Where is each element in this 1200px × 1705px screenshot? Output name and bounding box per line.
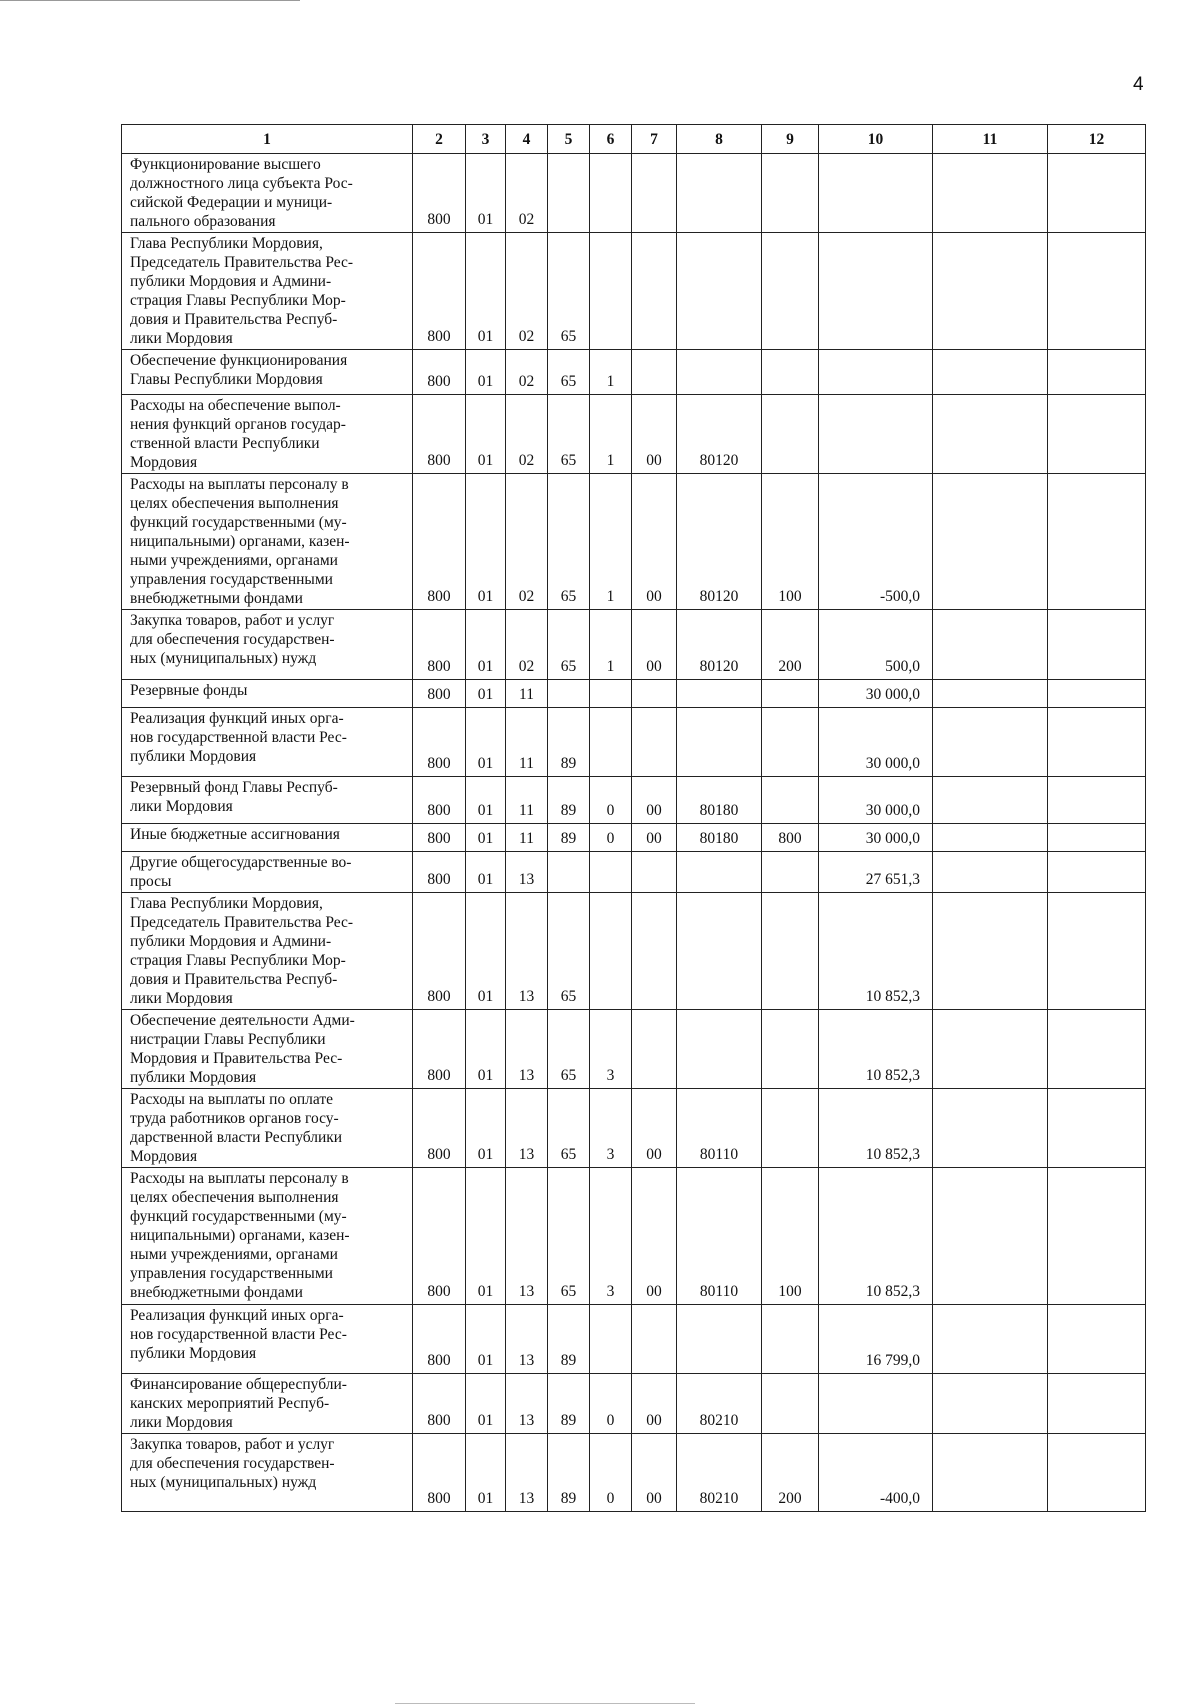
cell-col-7: 00	[632, 1168, 677, 1305]
cell-col-5: 89	[548, 708, 590, 777]
cell-col-2: 800	[413, 1434, 466, 1512]
cell-col-10: 27 651,3	[819, 852, 933, 893]
cell-col-11	[933, 350, 1048, 395]
cell-col-9: 800	[762, 824, 819, 852]
table-row	[122, 350, 1146, 395]
cell-col-2: 800	[413, 1305, 466, 1374]
cell-col-6: 1	[590, 395, 632, 474]
cell-col-3: 01	[466, 474, 506, 610]
cell-col-9	[762, 680, 819, 708]
cell-col-5: 65	[548, 1168, 590, 1305]
cell-col-6	[590, 680, 632, 708]
cell-col-12	[1048, 1168, 1146, 1305]
cell-col-7	[632, 1010, 677, 1089]
cell-col-4: 02	[506, 610, 548, 680]
cell-col-12	[1048, 233, 1146, 350]
cell-col-2: 800	[413, 824, 466, 852]
row-item-name: Резервные фонды	[122, 680, 413, 708]
cell-col-2: 800	[413, 852, 466, 893]
cell-col-12	[1048, 893, 1146, 1010]
cell-col-10: 30 000,0	[819, 680, 933, 708]
cell-col-4: 11	[506, 824, 548, 852]
cell-col-4: 13	[506, 1010, 548, 1089]
table-row	[122, 610, 1146, 680]
row-item-name: Реализация функций иных орга- нов государственной власти Рес- публики Мордовия	[122, 1305, 413, 1374]
cell-col-8: 80120	[677, 474, 762, 610]
cell-col-9	[762, 1089, 819, 1168]
cell-col-5: 89	[548, 777, 590, 824]
cell-col-5: 65	[548, 1089, 590, 1168]
cell-col-6: 3	[590, 1010, 632, 1089]
cell-col-5	[548, 680, 590, 708]
cell-col-2: 800	[413, 1374, 466, 1434]
table-row	[122, 233, 1146, 350]
cell-col-9	[762, 154, 819, 233]
column-header: 3	[466, 125, 506, 154]
cell-col-3: 01	[466, 395, 506, 474]
cell-col-6: 1	[590, 474, 632, 610]
cell-col-5: 65	[548, 350, 590, 395]
row-item-name: Расходы на обеспечение выпол- нения функций органов государ- ственной власти Республики Мордовия	[122, 395, 413, 474]
cell-col-5: 65	[548, 233, 590, 350]
row-item-name: Реализация функций иных орга- нов государственной власти Рес- публики Мордовия	[122, 708, 413, 777]
cell-col-4: 02	[506, 474, 548, 610]
table-row	[122, 680, 1146, 708]
cell-col-2: 800	[413, 233, 466, 350]
cell-col-8: 80180	[677, 824, 762, 852]
cell-col-12	[1048, 395, 1146, 474]
cell-col-8	[677, 852, 762, 893]
cell-col-9	[762, 1305, 819, 1374]
cell-col-8	[677, 893, 762, 1010]
cell-col-10: -500,0	[819, 474, 933, 610]
cell-col-12	[1048, 1374, 1146, 1434]
table-body	[122, 154, 1146, 1512]
cell-col-5	[548, 154, 590, 233]
scan-artifact-bottom	[395, 1703, 695, 1704]
cell-col-5: 89	[548, 1374, 590, 1434]
cell-col-7	[632, 893, 677, 1010]
cell-col-3: 01	[466, 777, 506, 824]
cell-col-10: 30 000,0	[819, 824, 933, 852]
cell-col-12	[1048, 350, 1146, 395]
cell-col-4: 13	[506, 1089, 548, 1168]
cell-col-11	[933, 1434, 1048, 1512]
row-item-name: Расходы на выплаты по оплате труда работников органов госу- дарственной власти Республики Мордовия	[122, 1089, 413, 1168]
cell-col-11	[933, 154, 1048, 233]
cell-col-4: 13	[506, 1168, 548, 1305]
cell-col-10: 10 852,3	[819, 1089, 933, 1168]
cell-col-7: 00	[632, 1434, 677, 1512]
cell-col-11	[933, 893, 1048, 1010]
cell-col-8	[677, 154, 762, 233]
cell-col-7: 00	[632, 474, 677, 610]
cell-col-12	[1048, 154, 1146, 233]
row-item-name: Расходы на выплаты персоналу в целях обеспечения выполнения функций государственными (му- ниципальными) органами, казен- ными учреждениями, органами управления государственными внебюджетными фондами	[122, 474, 413, 610]
cell-col-11	[933, 680, 1048, 708]
cell-col-2: 800	[413, 1168, 466, 1305]
table-row	[122, 1305, 1146, 1374]
cell-col-5: 65	[548, 893, 590, 1010]
cell-col-11	[933, 1305, 1048, 1374]
cell-col-7	[632, 350, 677, 395]
scan-artifact-top	[0, 0, 300, 1]
table-row	[122, 154, 1146, 233]
cell-col-8: 80120	[677, 395, 762, 474]
cell-col-2: 800	[413, 474, 466, 610]
cell-col-9	[762, 777, 819, 824]
cell-col-10: 10 852,3	[819, 1168, 933, 1305]
cell-col-12	[1048, 777, 1146, 824]
cell-col-3: 01	[466, 350, 506, 395]
cell-col-8	[677, 350, 762, 395]
cell-col-11	[933, 610, 1048, 680]
table-row	[122, 852, 1146, 893]
cell-col-2: 800	[413, 680, 466, 708]
cell-col-4: 11	[506, 777, 548, 824]
cell-col-8	[677, 1305, 762, 1374]
cell-col-7	[632, 1305, 677, 1374]
cell-col-8	[677, 708, 762, 777]
cell-col-7: 00	[632, 1089, 677, 1168]
table-row	[122, 1089, 1146, 1168]
cell-col-12	[1048, 1434, 1146, 1512]
cell-col-10	[819, 395, 933, 474]
table-row	[122, 1434, 1146, 1512]
cell-col-6: 0	[590, 824, 632, 852]
row-item-name: Закупка товаров, работ и услуг для обеспечения государствен- ных (муниципальных) нужд	[122, 610, 413, 680]
cell-col-10	[819, 154, 933, 233]
cell-col-3: 01	[466, 1010, 506, 1089]
cell-col-5: 65	[548, 395, 590, 474]
cell-col-9	[762, 708, 819, 777]
cell-col-7: 00	[632, 395, 677, 474]
column-header: 6	[590, 125, 632, 154]
row-item-name: Расходы на выплаты персоналу в целях обеспечения выполнения функций государственными (му- ниципальными) органами, казен- ными учреждениями, органами управления государственными внебюджетными фондами	[122, 1168, 413, 1305]
cell-col-6: 1	[590, 350, 632, 395]
cell-col-11	[933, 852, 1048, 893]
cell-col-2: 800	[413, 154, 466, 233]
cell-col-10	[819, 350, 933, 395]
cell-col-9	[762, 233, 819, 350]
cell-col-4: 13	[506, 1374, 548, 1434]
cell-col-2: 800	[413, 708, 466, 777]
cell-col-11	[933, 1010, 1048, 1089]
cell-col-10: 500,0	[819, 610, 933, 680]
cell-col-2: 800	[413, 395, 466, 474]
cell-col-5: 89	[548, 824, 590, 852]
cell-col-4: 11	[506, 680, 548, 708]
cell-col-11	[933, 474, 1048, 610]
cell-col-6	[590, 233, 632, 350]
cell-col-5	[548, 852, 590, 893]
table-row	[122, 893, 1146, 1010]
row-item-name: Обеспечение функционирования Главы Республики Мордовия	[122, 350, 413, 395]
cell-col-6: 0	[590, 1434, 632, 1512]
cell-col-4: 02	[506, 233, 548, 350]
cell-col-3: 01	[466, 1434, 506, 1512]
cell-col-9	[762, 395, 819, 474]
cell-col-3: 01	[466, 1374, 506, 1434]
cell-col-10: 10 852,3	[819, 893, 933, 1010]
table-row	[122, 1168, 1146, 1305]
cell-col-9	[762, 852, 819, 893]
cell-col-3: 01	[466, 610, 506, 680]
cell-col-6	[590, 1305, 632, 1374]
cell-col-11	[933, 1168, 1048, 1305]
cell-col-5: 65	[548, 1010, 590, 1089]
cell-col-6: 0	[590, 777, 632, 824]
cell-col-10: -400,0	[819, 1434, 933, 1512]
budget-table	[121, 124, 1146, 1512]
cell-col-9	[762, 350, 819, 395]
cell-col-8: 80110	[677, 1168, 762, 1305]
cell-col-10	[819, 1374, 933, 1434]
cell-col-2: 800	[413, 610, 466, 680]
row-item-name: Финансирование общереспубли- канских мероприятий Респуб- лики Мордовия	[122, 1374, 413, 1434]
table-row	[122, 708, 1146, 777]
cell-col-3: 01	[466, 708, 506, 777]
cell-col-5: 89	[548, 1434, 590, 1512]
cell-col-12	[1048, 852, 1146, 893]
cell-col-5: 89	[548, 1305, 590, 1374]
cell-col-12	[1048, 1089, 1146, 1168]
cell-col-2: 800	[413, 1089, 466, 1168]
cell-col-3: 01	[466, 233, 506, 350]
cell-col-10: 10 852,3	[819, 1010, 933, 1089]
cell-col-7	[632, 852, 677, 893]
cell-col-4: 13	[506, 1434, 548, 1512]
cell-col-2: 800	[413, 777, 466, 824]
column-header: 12	[1048, 125, 1146, 154]
cell-col-12	[1048, 610, 1146, 680]
cell-col-9: 200	[762, 1434, 819, 1512]
cell-col-3: 01	[466, 852, 506, 893]
cell-col-3: 01	[466, 824, 506, 852]
cell-col-9	[762, 893, 819, 1010]
cell-col-7	[632, 680, 677, 708]
cell-col-6: 3	[590, 1168, 632, 1305]
cell-col-4: 02	[506, 395, 548, 474]
cell-col-8: 80120	[677, 610, 762, 680]
cell-col-3: 01	[466, 1168, 506, 1305]
cell-col-5: 65	[548, 610, 590, 680]
column-header: 8	[677, 125, 762, 154]
cell-col-11	[933, 1374, 1048, 1434]
column-header: 9	[762, 125, 819, 154]
cell-col-12	[1048, 474, 1146, 610]
cell-col-7	[632, 708, 677, 777]
cell-col-7: 00	[632, 610, 677, 680]
cell-col-4: 02	[506, 350, 548, 395]
cell-col-3: 01	[466, 680, 506, 708]
page-number: 4	[1133, 74, 1144, 95]
row-item-name: Обеспечение деятельности Адми- нистрации Главы Республики Мордовия и Правительства Рес- публики Мордовия	[122, 1010, 413, 1089]
table-row	[122, 824, 1146, 852]
cell-col-3: 01	[466, 154, 506, 233]
row-item-name: Иные бюджетные ассигнования	[122, 824, 413, 852]
cell-col-9: 200	[762, 610, 819, 680]
cell-col-2: 800	[413, 1010, 466, 1089]
cell-col-11	[933, 777, 1048, 824]
cell-col-11	[933, 233, 1048, 350]
cell-col-11	[933, 824, 1048, 852]
cell-col-10: 30 000,0	[819, 708, 933, 777]
cell-col-9: 100	[762, 1168, 819, 1305]
cell-col-4: 11	[506, 708, 548, 777]
row-item-name: Глава Республики Мордовия, Председатель Правительства Рес- публики Мордовия и Админи- страция Главы Республики Мор- довия и Правительства Респуб- лики Мордовия	[122, 893, 413, 1010]
row-item-name: Другие общегосударственные во- просы	[122, 852, 413, 893]
cell-col-6	[590, 154, 632, 233]
cell-col-4: 13	[506, 1305, 548, 1374]
cell-col-8	[677, 680, 762, 708]
cell-col-10: 16 799,0	[819, 1305, 933, 1374]
cell-col-6	[590, 893, 632, 1010]
column-header: 5	[548, 125, 590, 154]
cell-col-7: 00	[632, 777, 677, 824]
cell-col-12	[1048, 680, 1146, 708]
row-item-name: Закупка товаров, работ и услуг для обеспечения государствен- ных (муниципальных) нужд	[122, 1434, 413, 1512]
cell-col-11	[933, 708, 1048, 777]
cell-col-7: 00	[632, 1374, 677, 1434]
cell-col-9: 100	[762, 474, 819, 610]
cell-col-11	[933, 1089, 1048, 1168]
column-header: 7	[632, 125, 677, 154]
cell-col-2: 800	[413, 350, 466, 395]
cell-col-7	[632, 154, 677, 233]
table-header-row	[122, 125, 1146, 154]
cell-col-6: 3	[590, 1089, 632, 1168]
cell-col-9	[762, 1374, 819, 1434]
cell-col-3: 01	[466, 893, 506, 1010]
column-header: 2	[413, 125, 466, 154]
table-row	[122, 395, 1146, 474]
cell-col-8: 80210	[677, 1434, 762, 1512]
table-row	[122, 1010, 1146, 1089]
column-header: 1	[122, 125, 413, 154]
cell-col-8: 80110	[677, 1089, 762, 1168]
table-row	[122, 474, 1146, 610]
row-item-name: Глава Республики Мордовия, Председатель Правительства Рес- публики Мордовия и Админи- страция Главы Республики Мор- довия и Правительства Респуб- лики Мордовия	[122, 233, 413, 350]
cell-col-10	[819, 233, 933, 350]
cell-col-12	[1048, 824, 1146, 852]
cell-col-7	[632, 233, 677, 350]
table-row	[122, 1374, 1146, 1434]
column-header: 4	[506, 125, 548, 154]
cell-col-10: 30 000,0	[819, 777, 933, 824]
row-item-name: Резервный фонд Главы Респуб- лики Мордовия	[122, 777, 413, 824]
cell-col-8: 80210	[677, 1374, 762, 1434]
cell-col-4: 13	[506, 852, 548, 893]
column-header: 10	[819, 125, 933, 154]
cell-col-12	[1048, 1305, 1146, 1374]
cell-col-5: 65	[548, 474, 590, 610]
cell-col-2: 800	[413, 893, 466, 1010]
cell-col-3: 01	[466, 1089, 506, 1168]
cell-col-12	[1048, 1010, 1146, 1089]
cell-col-4: 02	[506, 154, 548, 233]
table-row	[122, 777, 1146, 824]
cell-col-11	[933, 395, 1048, 474]
cell-col-7: 00	[632, 824, 677, 852]
cell-col-9	[762, 1010, 819, 1089]
cell-col-6: 1	[590, 610, 632, 680]
cell-col-6	[590, 708, 632, 777]
cell-col-6: 0	[590, 1374, 632, 1434]
cell-col-12	[1048, 708, 1146, 777]
cell-col-8	[677, 233, 762, 350]
cell-col-8: 80180	[677, 777, 762, 824]
row-item-name: Функционирование высшего должностного лица субъекта Рос- сийской Федерации и муници- пального образования	[122, 154, 413, 233]
cell-col-4: 13	[506, 893, 548, 1010]
cell-col-6	[590, 852, 632, 893]
cell-col-8	[677, 1010, 762, 1089]
cell-col-3: 01	[466, 1305, 506, 1374]
column-header: 11	[933, 125, 1048, 154]
